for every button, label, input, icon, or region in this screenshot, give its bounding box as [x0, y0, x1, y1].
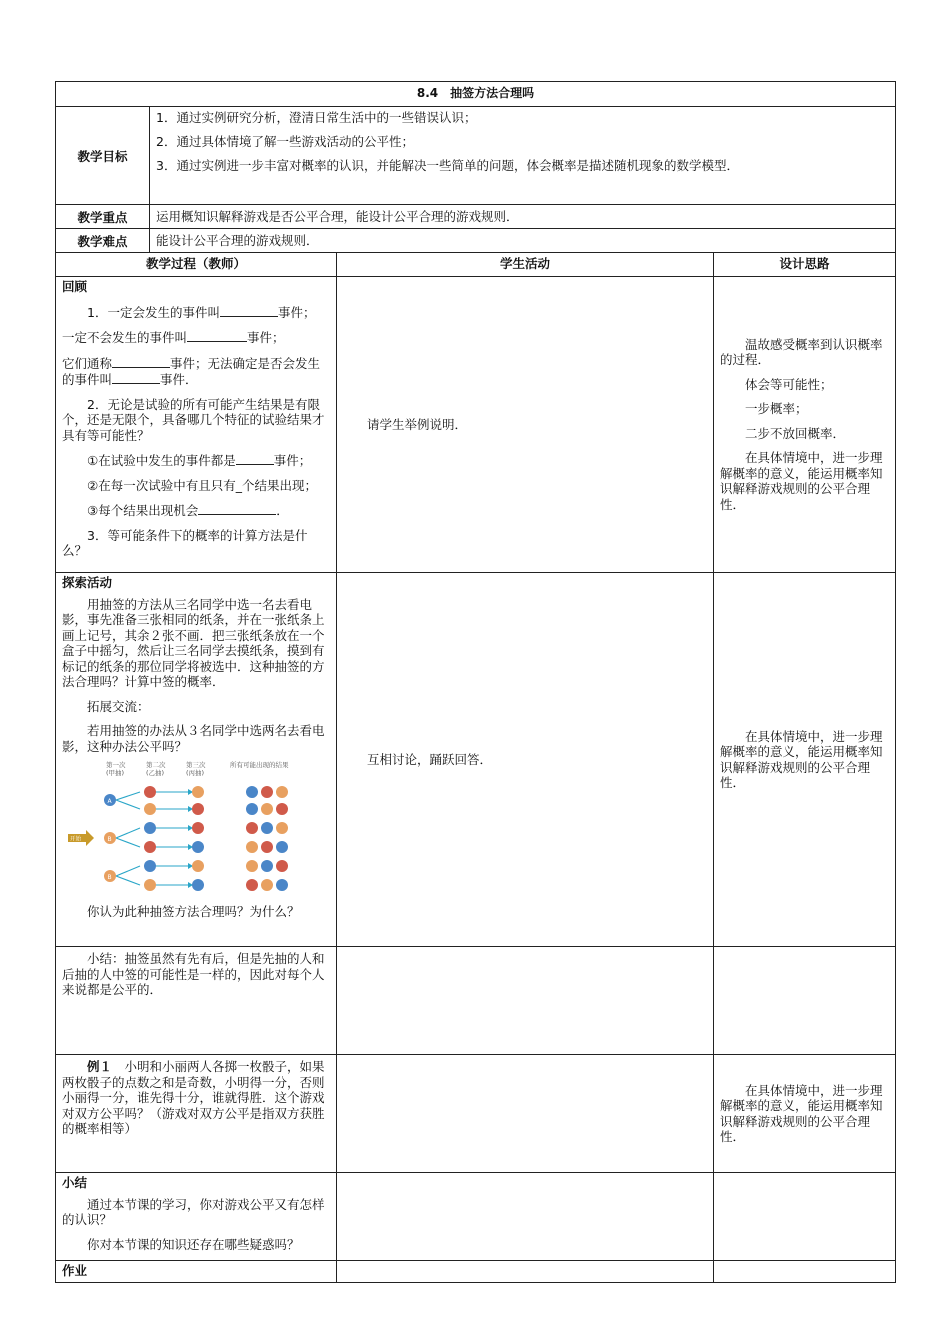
summary2-design-cell — [714, 1173, 896, 1261]
lesson-plan-sheet — [55, 81, 895, 1283]
key-points-label: 教学重点 — [56, 205, 150, 229]
explore-teacher-cell — [56, 573, 337, 947]
example-text: 例１ 小明和小丽两人各掷一枚骰子，如果两枚骰子的点数之和是奇数，小明得一分，否则小丽得一分，谁先得十分，谁就得胜．这个游戏对双方公平吗？（游戏对双方公平是指双方获胜的概率相等） — [62, 1059, 325, 1136]
column-header-design: 设计思路 — [714, 253, 896, 277]
summary1-design-cell — [714, 947, 896, 1055]
review-teacher-cell — [56, 277, 337, 573]
svg-text:B: B — [107, 874, 112, 881]
summary2-heading: 小结 — [62, 1175, 88, 1190]
review-heading: 回顾 — [62, 279, 88, 294]
explore-student-cell: 互相讨论，踊跃回答． — [337, 573, 714, 947]
review-q1b: 一定不会发生的事件叫 事件； — [62, 330, 285, 345]
summary1-cell — [56, 947, 337, 1055]
example-cell — [56, 1055, 337, 1173]
start-label: 开始 — [70, 836, 82, 843]
homework-design-cell — [714, 1261, 896, 1283]
explore-heading: 探索活动 — [62, 575, 113, 590]
difficulties-text: 能设计公平合理的游戏规则． — [150, 229, 896, 253]
objective-item: 3．通过实例进一步丰富对概率的认识，并能解决一些简单的问题，体会概率是描述随机现象的数学模型． — [156, 158, 739, 173]
summary2-student-cell — [337, 1173, 714, 1261]
svg-text:B: B — [107, 836, 112, 843]
ball-icon-a — [104, 794, 116, 806]
explore-p1: 用抽签的方法从三名同学中选一名去看电影，事先准备三张相同的纸条，并在一张纸条上画上记号，其余２张不画．把三张纸条放在一个盒子中摇匀，然后让三名同学去摸纸条，摸到有标记的纸条的那位同学将被选中．这种抽签的方法合理吗？计算中签的概率． — [62, 596, 325, 689]
ball-icon-b — [104, 870, 116, 882]
review-q2: 2．无论是试验的所有可能产生结果是有限个，还是无限个，具备哪几个特征的试验结果才具有等可能性？ — [62, 396, 325, 443]
design-note: 在具体情境中，进一步理解概率的意义，能运用概率知识解释游戏规则的公平合理性． — [720, 450, 883, 512]
objective-item: 2．通过具体情境了解一些游戏活动的公平性； — [156, 134, 414, 149]
summary1-text: 小结：抽签虽然有先有后，但是先抽的人和后抽的人中签的可能性是一样的，因此对每个人来说都是公平的． — [62, 951, 325, 997]
ball-icon-b — [104, 832, 116, 844]
diagram-col2-label: 第二次 — [146, 761, 166, 769]
design-note: 体会等可能性； — [745, 376, 833, 392]
review-q2b: ②在每一次试验中有且只有_个结果出现； — [87, 477, 317, 493]
objectives-label: 教学目标 — [56, 107, 150, 205]
design-note: 一步概率； — [745, 401, 808, 417]
difficulties-label: 教学难点 — [56, 229, 150, 253]
review-q2c: ③每个结果出现机会 ． — [87, 503, 289, 518]
review-q1a: 1．一定会发生的事件叫 事件； — [87, 304, 316, 320]
lesson-plan-table — [55, 81, 896, 1283]
review-q1c: 它们通称 事件；无法确定是否会发生的事件叫 事件． — [62, 355, 321, 387]
design-note: 温故感受概率到认识概率的过程． — [720, 336, 883, 368]
explore-p2: 拓展交流： — [87, 698, 150, 714]
column-header-teacher: 教学过程（教师） — [56, 253, 337, 277]
objectives-list — [150, 107, 896, 205]
summary2-cell — [56, 1173, 337, 1261]
homework-student-cell — [337, 1261, 714, 1283]
summary2-p2: 你对本节课的知识还存在哪些疑惑吗？ — [87, 1236, 300, 1252]
key-points-text: 运用概知识解释游戏是否公平合理，能设计公平合理的游戏规则． — [150, 205, 896, 229]
diagram-results-label: 所有可能出现的结果 — [230, 761, 289, 769]
design-note: 在具体情境中，进一步理解概率的意义，能运用概率知识解释游戏规则的公平合理性． — [720, 1082, 883, 1144]
summary1-student-cell — [337, 947, 714, 1055]
column-header-student: 学生活动 — [337, 253, 714, 277]
diagram-col2-sub: (乙抽) — [146, 769, 165, 777]
design-note: 二步不放回概率． — [745, 425, 846, 441]
diagram-col1-sub: (甲抽) — [106, 769, 125, 777]
diagram-col3-label: 第三次 — [186, 761, 206, 769]
summary2-p1: 通过本节课的学习，你对游戏公平又有怎样的认识？ — [62, 1196, 325, 1227]
objective-item: 1．通过实例研究分析，澄清日常生活中的一些错误认识； — [156, 110, 477, 125]
example-design-cell — [714, 1055, 896, 1173]
lesson-title: 8.4 抽签方法合理吗 — [56, 82, 896, 107]
homework-heading: 作业 — [62, 1263, 88, 1278]
example-student-cell — [337, 1055, 714, 1173]
homework-cell — [56, 1261, 337, 1283]
lottery-tree-diagram — [62, 758, 322, 898]
review-student-cell: 请学生举例说明． — [337, 277, 714, 573]
review-q2a: ①在试验中发生的事件都是 事件； — [87, 453, 312, 468]
review-q3: 3．等可能条件下的概率的计算方法是什么？ — [62, 527, 308, 558]
explore-p4: 你认为此种抽签方法合理吗？为什么？ — [87, 904, 300, 919]
design-note: 在具体情境中，进一步理解概率的意义，能运用概率知识解释游戏规则的公平合理性． — [720, 728, 883, 790]
example-label: 例１ — [87, 1059, 113, 1074]
diagram-col1-label: 第一次 — [106, 761, 126, 769]
results-grid — [246, 786, 288, 891]
explore-design-cell — [714, 573, 896, 947]
svg-text:A: A — [107, 798, 112, 805]
diagram-col3-sub: (丙抽) — [186, 769, 205, 777]
explore-p3: 若用抽签的办法从３名同学中选两名去看电影，这种办法公平吗？ — [62, 723, 325, 754]
review-design-cell — [714, 277, 896, 573]
